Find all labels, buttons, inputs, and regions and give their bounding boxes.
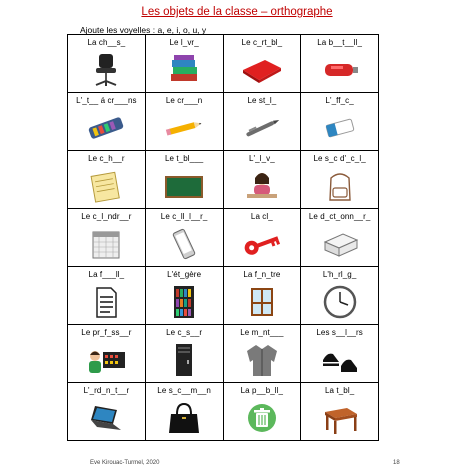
cell-label: Le c_rt_bl_ [241,38,283,47]
calendar-icon [83,226,129,262]
grid-cell [146,383,224,441]
cell-label: Le d_ct_onn__r_ [308,212,371,221]
page-number: 18 [393,460,400,466]
cell-label: Les s__l__rs [316,328,363,337]
vocabulary-grid [67,34,379,441]
cell-label: La f___ll_ [88,270,125,279]
cell-label: Le cr___n [165,96,203,105]
pencil-icon [161,110,207,146]
pen-icon [239,110,285,146]
cell-label: Le t_bl___ [164,154,204,163]
pencil-case-icon [83,110,129,146]
shoes-icon [317,342,363,378]
grid-cell [301,383,379,441]
cell-label: Le st_l_ [247,96,277,105]
cell-label: L'_ff_c_ [325,96,354,105]
water-bottle-icon [317,52,363,88]
grid-cell [224,383,302,441]
paper-sheet-icon [83,284,129,320]
cell-label: La cl_ [250,212,273,221]
books-icon [161,52,207,88]
cell-label: Le pr_f_ss__r [81,328,132,337]
grid-cell [301,35,379,93]
backpack-icon [317,168,363,204]
cell-label: Le c_h__r [88,154,125,163]
cell-label: L'h_rl_g_ [322,270,357,279]
grid-cell [301,325,379,383]
cell-label: L'_rd_n_t__r [83,386,130,395]
chair-icon [83,52,129,88]
cell-label: L'ét_gère [167,270,202,279]
instruction-text: Ajoute les voyelles : a, e, i, o, u, y [80,25,207,35]
bookshelf-icon [161,284,207,320]
cell-label: Le c_l_ndr__r [81,212,132,221]
grid-cell [224,93,302,151]
cell-label: Le s_c__m__n [157,386,211,395]
grid-cell [68,267,146,325]
grid-cell [68,383,146,441]
grid-cell [301,267,379,325]
grid-cell [68,325,146,383]
student-icon [239,168,285,204]
teacher-icon [83,342,129,378]
cell-label: Le c_ll_l__r_ [160,212,208,221]
cell-label: L'_l_v_ [248,154,275,163]
chalkboard-icon [161,168,207,204]
locker-icon [161,342,207,378]
trash-bin-icon [239,400,285,436]
coat-icon [239,342,285,378]
red-folder-icon [239,52,285,88]
clock-icon [317,284,363,320]
grid-cell [68,93,146,151]
page-title: Les objets de la classe – orthographe [141,6,333,18]
grid-cell [68,35,146,93]
notebook-icon [83,168,129,204]
grid-cell [301,209,379,267]
cell-label: Le l_vr_ [169,38,199,47]
handbag-icon [161,400,207,436]
cell-label: Le s_c d'_c_l_ [313,154,366,163]
grid-cell [301,151,379,209]
grid-cell [68,151,146,209]
cell-label: La b__t__ll_ [317,38,363,47]
window-icon [239,284,285,320]
dictionary-icon [317,226,363,262]
cell-label: L'_t__ á cr___ns [76,96,137,105]
grid-cell [224,267,302,325]
grid-cell [68,209,146,267]
cell-label: La p__b_ll_ [240,386,284,395]
footer-author: Eve Kirouac-Turmel, 2020 [90,460,160,466]
grid-cell [146,35,224,93]
cell-label: La ch__s_ [87,38,126,47]
grid-cell [146,151,224,209]
cell-label: La f_n_tre [243,270,281,279]
cell-label: La t_bl_ [324,386,355,395]
laptop-icon [83,400,129,436]
grid-cell [224,151,302,209]
cell-label: Le c_s__r [166,328,203,337]
grid-cell [301,93,379,151]
grid-cell [146,325,224,383]
cell-label: Le m_nt___ [240,328,284,337]
grid-cell [224,209,302,267]
key-icon [239,226,285,262]
grid-cell [224,325,302,383]
grid-cell [146,267,224,325]
table-icon [317,400,363,436]
grid-cell [146,209,224,267]
phone-icon [161,226,207,262]
eraser-icon [317,110,363,146]
grid-cell [224,35,302,93]
grid-cell [146,93,224,151]
